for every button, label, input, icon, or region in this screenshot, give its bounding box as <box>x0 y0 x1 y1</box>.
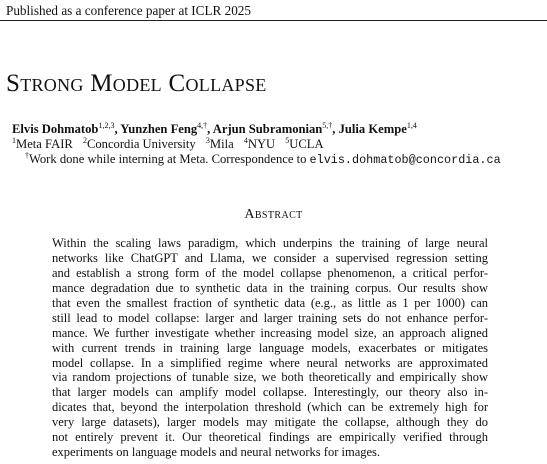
author-footnote <box>25 152 501 168</box>
abstract-line: Within the scaling laws paradigm, which underpins the training of large neural <box>52 236 488 250</box>
affiliation-mark: 5 <box>285 136 290 145</box>
author <box>213 122 339 136</box>
footnote-text: Work done while interning at Meta. Correspondence to <box>29 152 310 166</box>
paper-title: Strong Model Collapse <box>6 70 267 97</box>
author <box>339 122 417 136</box>
abstract-line: via random projections of tunable size, we both theoretically and empirically show <box>52 370 488 385</box>
abstract-line: mance. We further investigate whether increasing model size, an approach aligned <box>52 325 488 340</box>
author-name: Arjun Subramonian <box>212 122 323 136</box>
correspondence-email[interactable]: elvis.dohmatob@concordia.ca <box>309 153 501 167</box>
author-name: Yunzhen Feng <box>120 122 198 136</box>
affiliation-list <box>12 137 331 152</box>
abstract-line: experiments on language models and neural networks for images. <box>52 445 381 460</box>
running-header: Published as a conference paper at ICLR 2025 <box>6 3 251 18</box>
abstract-line: that larger models can amplify model collapse. Interestingly, our theory also in- <box>52 385 488 400</box>
abstract-line: mance degradation due to synthetic data in the training corpus. Our results show <box>52 280 488 295</box>
abstract-line: dicates that, beyond the interpolation threshold (which can be extremely high for <box>52 400 488 415</box>
affiliation-mark: 3 <box>205 136 210 145</box>
affiliation-mark: 1 <box>12 136 16 145</box>
author-separator: , <box>114 122 121 136</box>
affiliation-name: Meta FAIR <box>16 137 73 151</box>
affiliation-name: Mila <box>209 137 234 151</box>
author <box>12 122 120 136</box>
abstract-line: and establish a strong form of the model collapse phenomenon, a critical perfor- <box>52 265 488 280</box>
author-name: Julia Kempe <box>338 122 407 136</box>
author-list <box>12 122 417 137</box>
header-rule <box>0 20 547 21</box>
author-marks: 1,2,3 <box>98 121 115 130</box>
affiliation <box>83 137 196 151</box>
affiliation-name: UCLA <box>289 137 324 151</box>
author-separator: , <box>332 122 339 136</box>
abstract-heading: Abstract <box>244 207 303 222</box>
affiliation <box>244 137 275 151</box>
abstract-line: that even the smallest fraction of synthetic data (e.g., as little as 1 per 1000) can <box>52 295 488 310</box>
author-separator: , <box>207 122 213 136</box>
abstract-line: with current trends in training large language models, exacerbates or mitigates <box>52 340 488 355</box>
abstract-line: not entirely prevent it. Our theoretical findings are empirically verified through <box>52 430 488 445</box>
author <box>120 122 212 136</box>
abstract-line: still lead to model collapse: larger and larger training sets do not enhance perfor- <box>52 310 488 325</box>
affiliation <box>12 137 73 151</box>
affiliation-name: NYU <box>247 137 276 151</box>
footnote-mark: † <box>25 151 29 160</box>
affiliation-mark: 2 <box>82 136 87 145</box>
author-name: Elvis Dohmatob <box>12 122 99 136</box>
abstract-line: networks like ChatGPT and Llama, we consider a supervised regression setting <box>52 250 488 265</box>
abstract-line: very large datasets), larger models may mitigate the collapse, although they do <box>52 415 488 430</box>
affiliation <box>285 137 323 151</box>
author-marks: 5,† <box>322 121 333 130</box>
affiliation-name: Concordia University <box>86 137 196 151</box>
author-marks: 1,4 <box>406 121 417 130</box>
abstract-line: model collapse. In a simplified regime where neural networks are approximated <box>52 355 488 370</box>
abstract-body <box>52 236 488 460</box>
affiliation-mark: 4 <box>243 136 248 145</box>
affiliation <box>206 137 234 151</box>
author-marks: 4,† <box>197 121 208 130</box>
